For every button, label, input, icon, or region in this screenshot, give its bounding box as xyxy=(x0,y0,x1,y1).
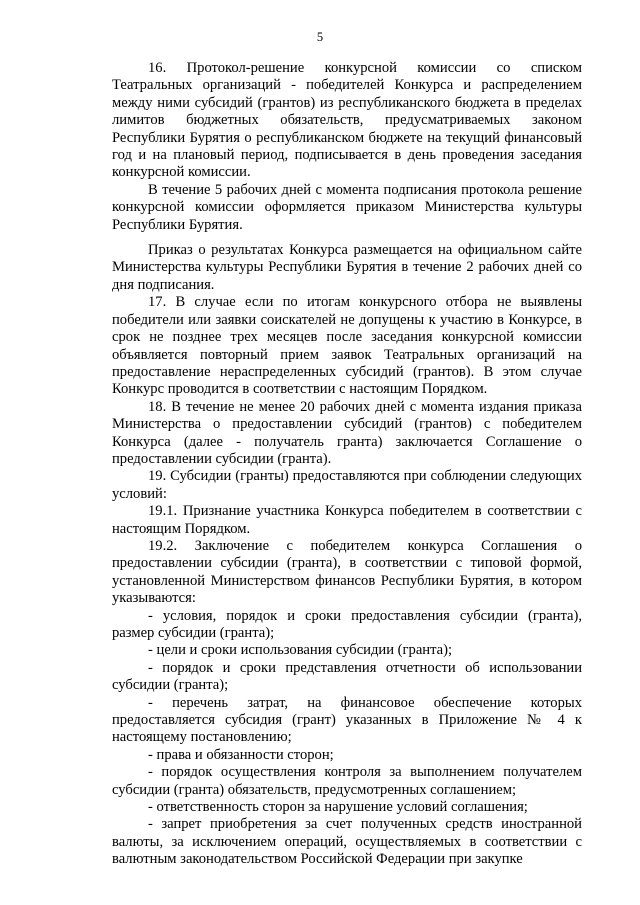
list-item-currency-ban: - запрет приобретения за счет полученных средств иностранной валюты, за исключением операций, осуществляемых в соответствии с валютным законодательством Российской Федерации при закупке xyxy=(112,816,582,868)
paragraph-results-publication: Приказ о результатах Конкурса размещается на официальном сайте Министерства культуры Республики Бурятия в течение 2 рабочих дней со дня подписания. xyxy=(112,242,582,293)
paragraph-16: 16. Протокол-решение конкурсной комиссии со списком Театральных организаций - победителей Конкурса и распределением между ними субсидий (грантов) из республиканского бюджета в пределах лимитов бюджетных обязательств, предусматриваемых законом Республики Бурятия о республиканском бюджете на текущий финансовый год и на плановый период, подписывается в день проведения заседания конкурсной комиссии. xyxy=(112,60,582,181)
list-item-expenses: - перечень затрат, на финансовое обеспечение которых предоставляется субсидия (грант) указанных в Приложение № 4 к настоящему постановлению; xyxy=(112,694,582,746)
paragraph-18: 18. В течение не менее 20 рабочих дней с момента издания приказа Министерства о предоставлении субсидий (грантов) с победителем Конкурса (далее - получатель гранта) заключается Соглашение о предоставлении субсидии (гранта). xyxy=(112,398,582,467)
paragraph-19-1: 19.1. Признание участника Конкурса победителем в соответствии с настоящим Порядком. xyxy=(112,503,582,537)
page-number: 5 xyxy=(316,30,324,44)
list-item-liability: - ответственность сторон за нарушение условий соглашения; xyxy=(148,799,528,816)
paragraph-order-5-days: В течение 5 рабочих дней с момента подписания протокола решение конкурсной комиссии оформляется приказом Министерства культуры Республики Бурятия. xyxy=(112,181,582,233)
paragraph-19-2: 19.2. Заключение с победителем конкурса Соглашения о предоставлении субсидии (гранта), в соответствии с типовой формой, установленной Министерством финансов Республики Бурятия, в котором указываются: xyxy=(112,537,582,607)
document-body xyxy=(112,60,582,869)
paragraph-19: 19. Субсидии (гранты) предоставляются при соблюдении следующих условий: xyxy=(112,468,582,502)
list-item-rights: - права и обязанности сторон; xyxy=(148,746,334,763)
paragraph-17: 17. В случае если по итогам конкурсного отбора не выявлены победители или заявки соискателей не допущены к участию в Конкурсе, в срок не позднее трех месяцев после заседания конкурсной комиссии объявляется повторный прием заявок Театральных организаций на предоставление нераспределенных субсидий (грантов). В этом случае Конкурс проводится в соответствии с настоящим Порядком. xyxy=(112,294,582,398)
list-item-reporting: - порядок и сроки представления отчетности об использовании субсидии (гранта); xyxy=(112,659,582,694)
list-item-goals: - цели и сроки использования субсидии (гранта); xyxy=(148,642,453,659)
list-item-conditions: - условия, порядок и сроки предоставления субсидии (гранта), размер субсидии (гранта); xyxy=(112,607,582,641)
list-item-control: - порядок осуществления контроля за выполнением получателем субсидии (гранта) обязательств, предусмотренных соглашением; xyxy=(112,764,582,798)
